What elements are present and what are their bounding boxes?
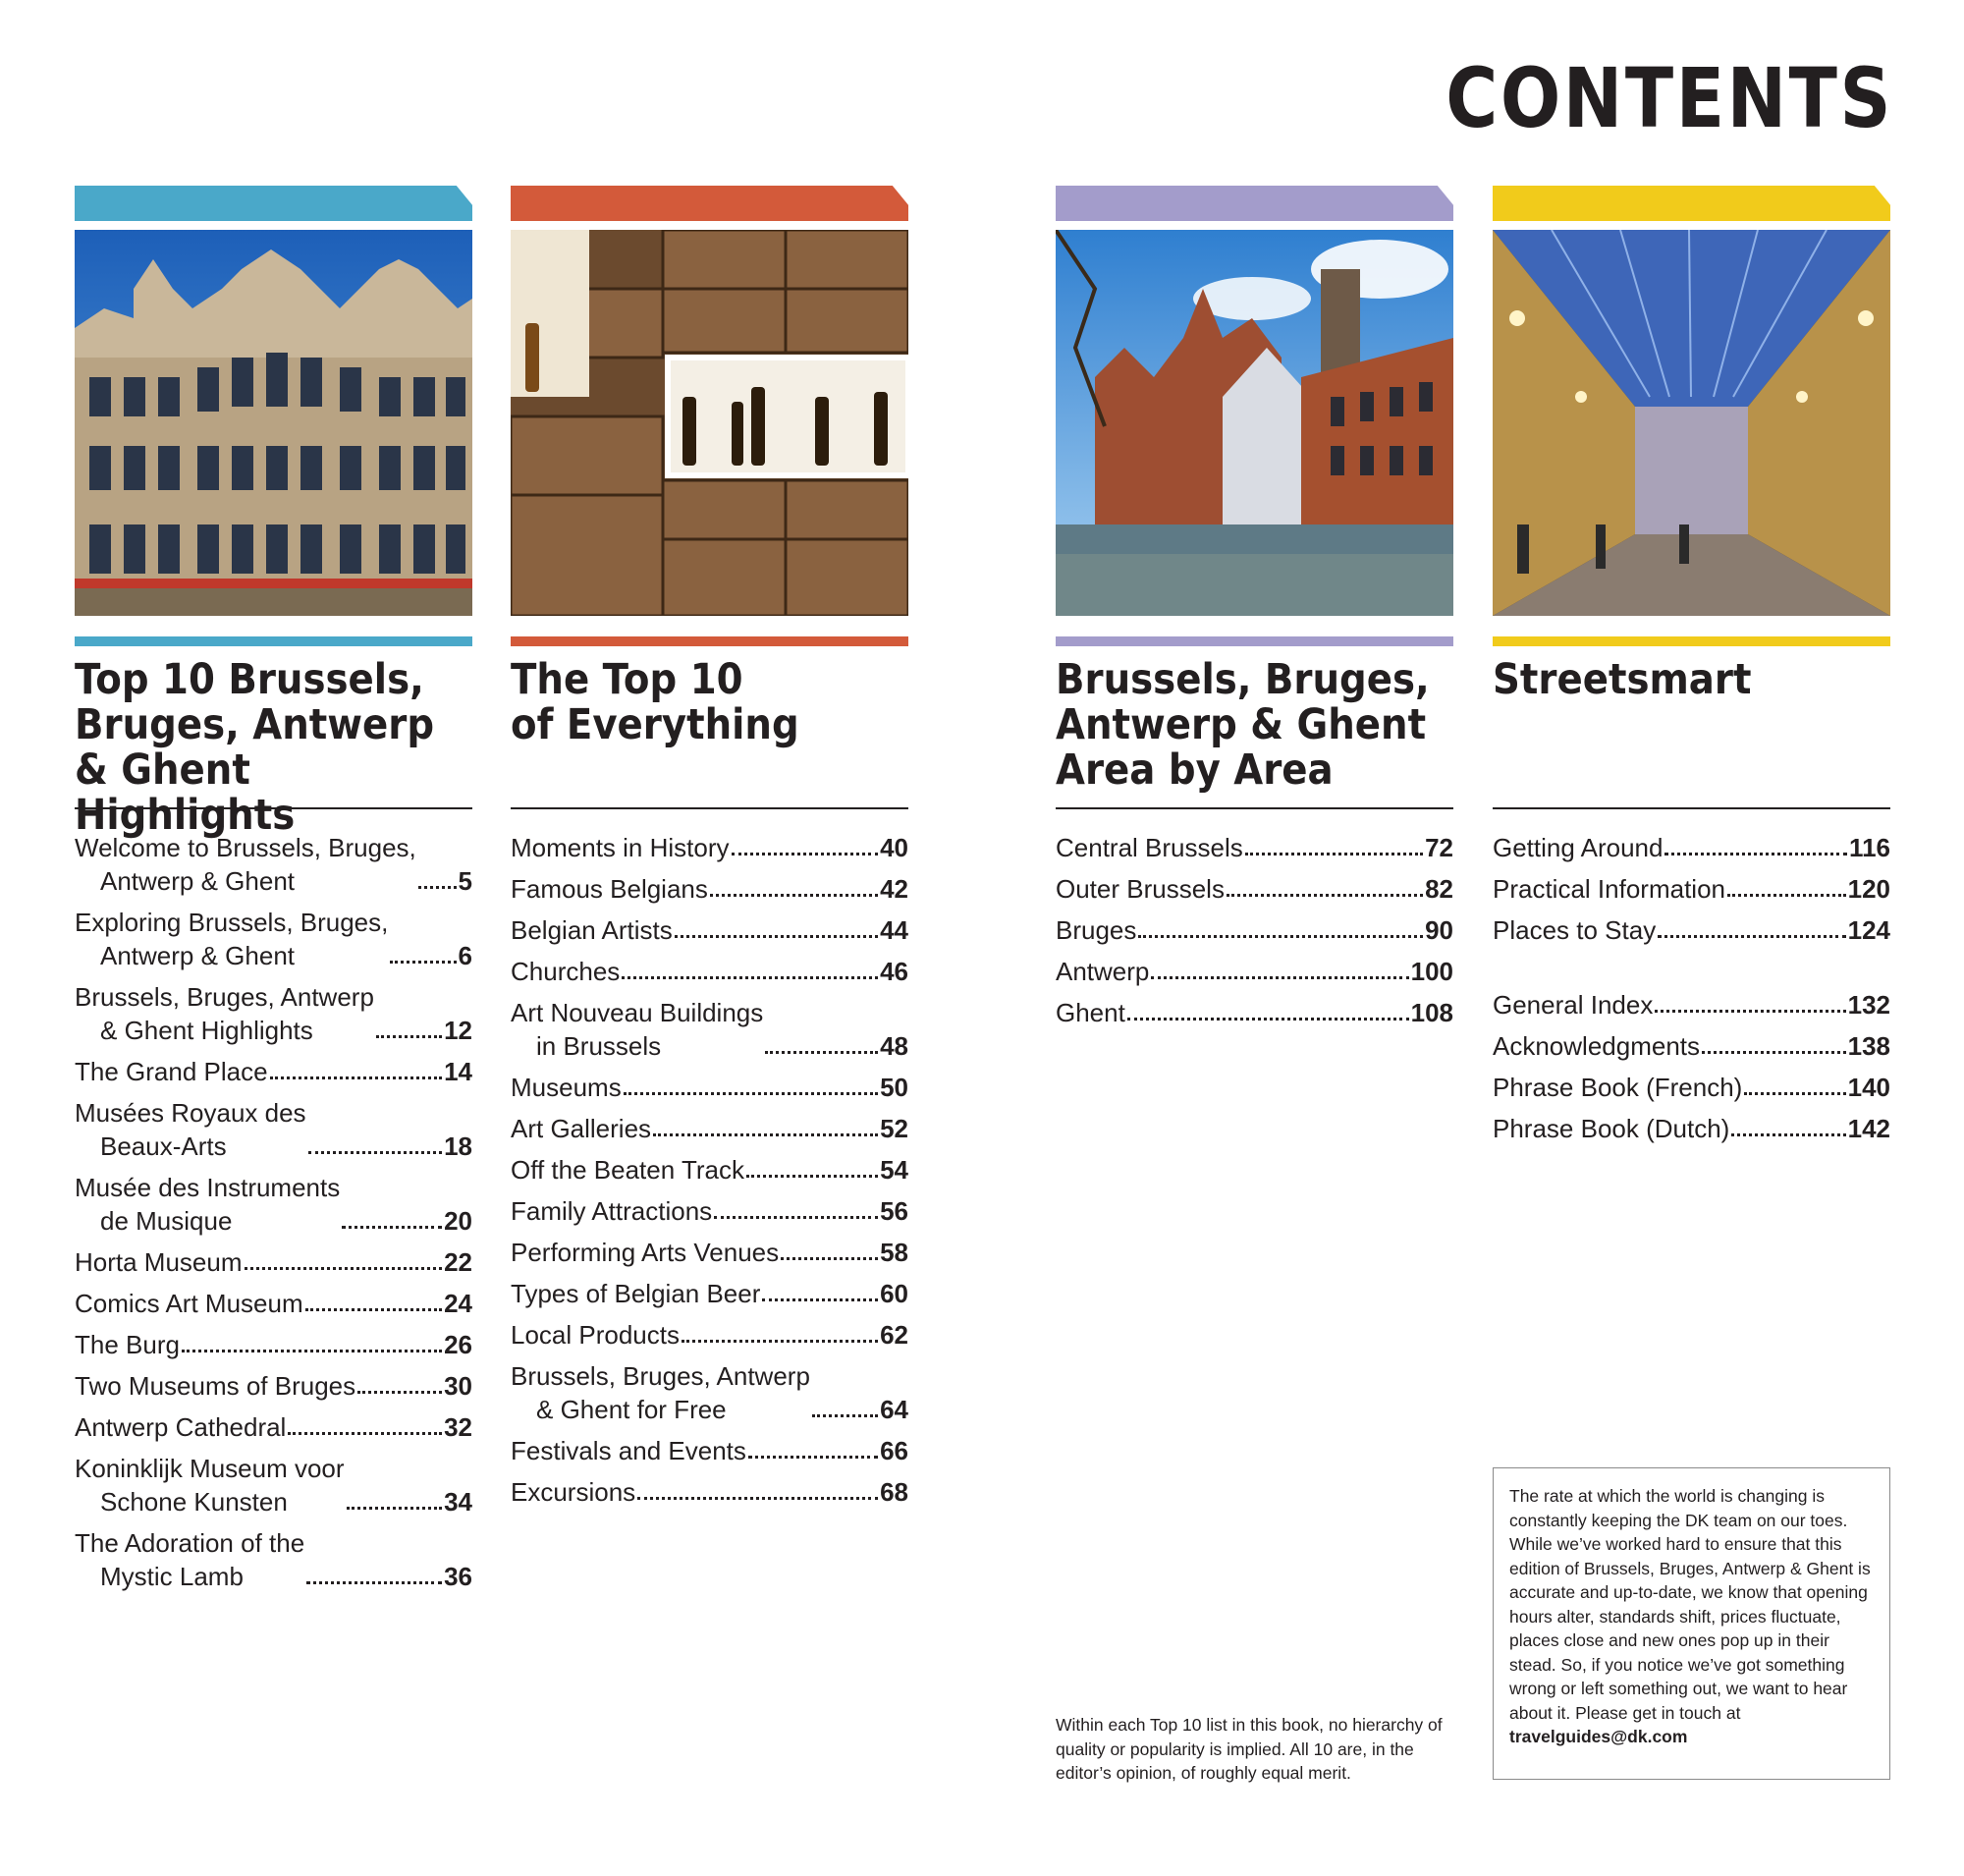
toc-entry-page: 6	[458, 941, 472, 970]
toc-entry-label: Local Products	[511, 1320, 680, 1350]
toc-entry-page: 68	[880, 1477, 908, 1507]
feedback-text: The rate at which the world is changing is constantly keeping the DK team on our toes. While we’ve worked hard to ensure that this edition of Brussels, Bruges, Antwerp & Ghent is accurate and up-to-date, we know that opening hours alter, standards shift, prices fluctuate, places close and new ones pop up in their stead. So, if you notice we’ve got something wrong or left something out, we want to hear about it. Please get in touch at	[1509, 1486, 1871, 1723]
toc-entry	[75, 1369, 472, 1403]
feedback-note-box	[1493, 1467, 1890, 1780]
dot-leader	[675, 935, 878, 938]
toc-list	[1493, 831, 1890, 947]
toc-entry-label: Practical Information	[1493, 874, 1725, 904]
dot-leader	[622, 976, 878, 979]
toc-entry-label: Exploring Brussels, Bruges, Antwerp & Ghent	[75, 908, 389, 970]
toc-entry-label: General Index	[1493, 990, 1654, 1020]
dot-leader	[418, 886, 457, 889]
dot-leader	[781, 1257, 878, 1260]
feedback-email: travelguides@dk.com	[1509, 1727, 1688, 1746]
toc-entry-label: Ghent	[1056, 998, 1125, 1027]
dot-leader	[308, 1151, 443, 1154]
toc-entry	[75, 1410, 472, 1444]
dot-leader	[624, 1092, 878, 1095]
toc-entry-label: Koninklijk Museum voor Schone Kunsten	[75, 1454, 345, 1517]
toc-entry	[511, 1434, 908, 1467]
toc-entry-page: 50	[880, 1073, 908, 1102]
toc-entry	[1493, 831, 1890, 864]
section-rule	[75, 636, 472, 646]
toc-entry-page: 14	[444, 1057, 472, 1086]
dot-leader	[245, 1267, 443, 1270]
toc-entry	[511, 1359, 908, 1426]
toc-entry	[75, 1287, 472, 1320]
toc-entry-label: The Grand Place	[75, 1057, 268, 1086]
toc-entry-page: 60	[880, 1279, 908, 1308]
toc-entry-page: 48	[880, 1031, 908, 1061]
dot-leader	[1655, 1010, 1845, 1013]
toc-entry	[75, 1096, 472, 1163]
dot-leader	[182, 1350, 442, 1352]
toc-entry-label: Antwerp	[1056, 957, 1150, 986]
dot-leader	[347, 1507, 443, 1510]
toc-entry	[1056, 831, 1453, 864]
dot-leader	[746, 1175, 878, 1178]
toc-entry-label: Getting Around	[1493, 833, 1664, 862]
toc-entry	[511, 1475, 908, 1509]
toc-entry-label: Phrase Book (Dutch)	[1493, 1114, 1730, 1143]
toc-entry	[75, 1526, 472, 1593]
dot-leader	[1664, 853, 1847, 855]
toc-entry-page: 116	[1849, 833, 1890, 862]
toc-entry-label: Churches	[511, 957, 621, 986]
toc-entry	[75, 1055, 472, 1088]
galeries-royales-photo	[1493, 230, 1890, 616]
section-rule	[1056, 636, 1453, 646]
toc-list	[1056, 831, 1453, 1029]
toc-entry	[1493, 913, 1890, 947]
toc-entry	[75, 1245, 472, 1279]
dot-leader	[1227, 894, 1423, 897]
toc-entry-page: 100	[1410, 957, 1453, 986]
dot-leader	[1138, 935, 1423, 938]
dot-leader	[1245, 853, 1423, 855]
toc-entry-page: 62	[880, 1320, 908, 1350]
toc-entry-label: Bruges	[1056, 915, 1137, 945]
toc-list	[511, 831, 908, 1509]
toc-entry-page: 42	[880, 874, 908, 904]
toc-entry	[75, 1452, 472, 1518]
toc-entry-page: 58	[880, 1238, 908, 1267]
toc-entry-page: 5	[458, 866, 472, 896]
toc-entry	[75, 980, 472, 1047]
toc-entry	[1493, 1112, 1890, 1145]
toc-list-index	[1493, 988, 1890, 1145]
toc-entry-page: 108	[1410, 998, 1453, 1027]
toc-entry	[1493, 988, 1890, 1021]
toc-entry-label: Moments in History	[511, 833, 730, 862]
toc-entry-label: The Adoration of the Mystic Lamb	[75, 1528, 305, 1591]
toc-entry	[511, 1277, 908, 1310]
toc-entry-label: Places to Stay	[1493, 915, 1657, 945]
toc-entry-label: Excursions	[511, 1477, 636, 1507]
toc-entry	[1493, 1071, 1890, 1104]
toc-entry-label: Horta Museum	[75, 1247, 243, 1277]
toc-entry	[1493, 872, 1890, 906]
toc-entry-page: 44	[880, 915, 908, 945]
dot-leader	[765, 1051, 878, 1054]
toc-entry-page: 64	[880, 1395, 908, 1424]
toc-entry-page: 132	[1847, 990, 1890, 1020]
toc-entry	[511, 1071, 908, 1104]
beer-crates-shelves-photo	[511, 230, 908, 616]
toc-entry-page: 18	[444, 1131, 472, 1161]
toc-entry-page: 142	[1847, 1114, 1890, 1143]
toc-entry	[511, 872, 908, 906]
toc-entry-page: 12	[444, 1016, 472, 1045]
dot-leader	[812, 1414, 878, 1417]
toc-entry-label: Belgian Artists	[511, 915, 673, 945]
section-tab	[75, 186, 472, 221]
toc-entry-page: 138	[1847, 1031, 1890, 1061]
dot-leader	[1731, 1133, 1845, 1136]
dot-leader	[714, 1216, 878, 1219]
dot-leader	[732, 853, 879, 855]
toc-entry	[511, 1318, 908, 1352]
toc-entry-label: The Burg	[75, 1330, 180, 1359]
toc-entry-label: Festivals and Events	[511, 1436, 746, 1465]
toc-entry-page: 32	[444, 1412, 472, 1442]
toc-entry-page: 40	[880, 833, 908, 862]
toc-entry	[511, 1236, 908, 1269]
toc-entry-page: 24	[444, 1289, 472, 1318]
toc-entry-label: Musées Royaux des Beaux-Arts	[75, 1098, 306, 1161]
toc-entry	[511, 1153, 908, 1186]
toc-entry-label: Phrase Book (French)	[1493, 1073, 1743, 1102]
page-title: CONTENTS	[1446, 50, 1893, 146]
toc-entry-page: 22	[444, 1247, 472, 1277]
section-area-by-area	[1056, 186, 1453, 1037]
toc-entry-page: 82	[1425, 874, 1453, 904]
dot-leader	[1127, 1018, 1409, 1021]
toc-entry	[1056, 955, 1453, 988]
dot-leader	[270, 1076, 443, 1079]
toc-entry	[511, 1112, 908, 1145]
dot-leader	[762, 1298, 878, 1301]
toc-entry	[511, 996, 908, 1063]
dot-leader	[1744, 1092, 1845, 1095]
toc-entry-label: Brussels, Bruges, Antwerp & Ghent Highlights	[75, 982, 374, 1045]
toc-entry-page: 66	[880, 1436, 908, 1465]
toc-entry-page: 36	[444, 1562, 472, 1591]
dot-leader	[653, 1133, 878, 1136]
toc-entry	[1493, 1029, 1890, 1063]
dot-leader	[1658, 935, 1845, 938]
toc-entry-label: Central Brussels	[1056, 833, 1243, 862]
dot-leader	[748, 1456, 878, 1459]
section-tab	[1056, 186, 1453, 221]
section-tab	[511, 186, 908, 221]
toc-entry-page: 90	[1425, 915, 1453, 945]
section-heading: Streetsmart	[1493, 657, 1890, 809]
dot-leader	[1702, 1051, 1846, 1054]
dot-leader	[305, 1308, 442, 1311]
toc-list	[75, 831, 472, 1593]
dot-leader	[357, 1391, 442, 1394]
section-highlights	[75, 186, 472, 1601]
toc-entry-label: Welcome to Brussels, Bruges, Antwerp & Ghent	[75, 833, 416, 896]
section-heading: Top 10 Brussels, Bruges, Antwerp & Ghent Highlights	[75, 657, 472, 809]
toc-entry-page: 46	[880, 957, 908, 986]
toc-entry-page: 52	[880, 1114, 908, 1143]
toc-entry	[511, 831, 908, 864]
toc-entry	[1056, 996, 1453, 1029]
toc-entry	[75, 1171, 472, 1238]
toc-entry-page: 72	[1425, 833, 1453, 862]
section-rule	[1493, 636, 1890, 646]
toc-entry-page: 54	[880, 1155, 908, 1185]
toc-entry-page: 124	[1847, 915, 1890, 945]
dot-leader	[342, 1226, 442, 1229]
toc-entry-label: Types of Belgian Beer	[511, 1279, 761, 1308]
toc-entry-page: 26	[444, 1330, 472, 1359]
toc-entry-label: Musée des Instruments de Musique	[75, 1173, 341, 1236]
dot-leader	[1151, 976, 1408, 979]
toc-entry-label: Performing Arts Venues	[511, 1238, 780, 1267]
toc-entry	[511, 955, 908, 988]
toc-entry-label: Comics Art Museum	[75, 1289, 303, 1318]
hierarchy-note: Within each Top 10 list in this book, no hierarchy of quality or popularity is implied. All 10 are, in the editor’s opinion, of roughly equal merit.	[1056, 1715, 1443, 1783]
toc-entry-label: Two Museums of Bruges	[75, 1371, 356, 1401]
toc-entry-label: Art Galleries	[511, 1114, 652, 1143]
dot-leader	[390, 961, 456, 964]
toc-entry	[75, 1328, 472, 1361]
toc-entry-label: Family Attractions	[511, 1196, 713, 1226]
section-rule	[511, 636, 908, 646]
bruges-canal-photo	[1056, 230, 1453, 616]
toc-entry	[511, 1194, 908, 1228]
dot-leader	[637, 1497, 878, 1500]
toc-entry-page: 30	[444, 1371, 472, 1401]
dot-leader	[288, 1432, 442, 1435]
toc-entry-label: Famous Belgians	[511, 874, 708, 904]
toc-entry-page: 120	[1847, 874, 1890, 904]
dot-leader	[306, 1581, 442, 1584]
toc-entry-label: Museums	[511, 1073, 622, 1102]
toc-entry-label: Brussels, Bruges, Antwerp & Ghent for Free	[511, 1361, 810, 1424]
toc-entry	[1056, 913, 1453, 947]
toc-entry-page: 140	[1847, 1073, 1890, 1102]
toc-entry	[75, 906, 472, 972]
toc-entry	[511, 913, 908, 947]
toc-entry	[75, 831, 472, 898]
section-tab	[1493, 186, 1890, 221]
dot-leader	[376, 1035, 442, 1038]
dot-leader	[710, 894, 878, 897]
toc-entry-label: Outer Brussels	[1056, 874, 1225, 904]
section-heading: The Top 10 of Everything	[511, 657, 908, 809]
toc-entry-label: Antwerp Cathedral	[75, 1412, 287, 1442]
dot-leader	[682, 1340, 878, 1343]
section-heading: Brussels, Bruges, Antwerp & Ghent Area by Area	[1056, 657, 1453, 809]
toc-entry-label: Acknowledgments	[1493, 1031, 1700, 1061]
toc-entry-page: 34	[444, 1487, 472, 1517]
toc-entry	[1056, 872, 1453, 906]
toc-entry-label: Art Nouveau Buildings in Brussels	[511, 998, 764, 1061]
grand-place-guildhalls-photo	[75, 230, 472, 616]
dot-leader	[1727, 894, 1846, 897]
toc-gap	[1493, 955, 1890, 988]
section-streetsmart	[1493, 186, 1890, 1153]
toc-entry-page: 56	[880, 1196, 908, 1226]
section-top10-everything	[511, 186, 908, 1517]
toc-entry-label: Off the Beaten Track	[511, 1155, 744, 1185]
toc-entry-page: 20	[444, 1206, 472, 1236]
